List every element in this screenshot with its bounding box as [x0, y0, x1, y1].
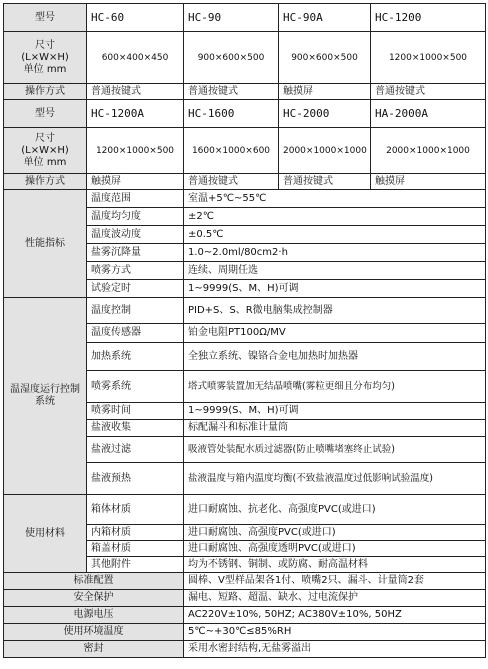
spec-value: 室温+5℃~55℃	[184, 190, 486, 208]
spec-value: 漏电、短路、超温、缺水、过电流保护	[184, 590, 486, 607]
spec-label: 盐液预热	[87, 463, 184, 495]
section-title-materials: 使用材料	[4, 495, 87, 573]
spec-value: 标配漏斗和标准计量筒	[184, 420, 486, 437]
spec-value: 均为不锈钢、铜制、或防腐、耐高温材料	[184, 557, 486, 573]
spec-label: 温度范围	[87, 190, 184, 208]
section-title-performance: 性能指标	[4, 190, 87, 298]
operation-row-2	[4, 174, 486, 190]
spec-label: 盐雾沉降量	[87, 244, 184, 262]
size-cell: 900×600×500	[184, 32, 279, 84]
model-cell: HC-90	[184, 4, 279, 32]
model-row-2	[4, 100, 486, 128]
spec-value: ±2℃	[184, 208, 486, 226]
operation-cell: 普通按键式	[279, 174, 371, 190]
size-label	[4, 32, 87, 84]
spec-value: 全独立系统、镍铬合金电加热时加热器	[184, 343, 486, 371]
operation-label: 操作方式	[4, 84, 87, 100]
misc-row	[4, 573, 486, 590]
size-label	[4, 128, 87, 174]
spec-label: 温度均匀度	[87, 208, 184, 226]
spec-label: 电源电压	[4, 607, 184, 624]
size-label-line: 尺寸	[35, 39, 55, 51]
spec-value: 进口耐腐蚀、高强度透明PVC(或进口)	[184, 541, 486, 557]
model-cell: HC-60	[87, 4, 184, 32]
spec-value: 1~9999(S、M、H)可调	[184, 403, 486, 420]
size-cell: 600×400×450	[87, 32, 184, 84]
spec-value: 1.0~2.0ml/80cm2·h	[184, 244, 486, 262]
spec-value: 进口耐腐蚀、抗老化、高强度PVC(或进口)	[184, 495, 486, 525]
spec-label: 盐液过滤	[87, 437, 184, 463]
size-cell: 900×600×500	[279, 32, 371, 84]
spec-value: 5℃~+30℃≤85%RH	[184, 624, 486, 641]
size-label-line: (L×W×H)	[21, 144, 69, 156]
size-label-line: (L×W×H)	[21, 51, 69, 63]
model-cell: HC-2000	[279, 100, 371, 128]
model-label: 型号	[4, 4, 87, 32]
spec-value: ±0.5℃	[184, 226, 486, 244]
operation-cell: 触摸屏	[371, 174, 486, 190]
operation-cell: 普通按键式	[87, 84, 184, 100]
spec-label: 标准配置	[4, 573, 184, 590]
spec-label: 使用环境温度	[4, 624, 184, 641]
size-label-line: 单位 mm	[23, 63, 67, 75]
spec-value: 圆棒、V型样品架各1付、喷嘴2只、漏斗、计量筒2套	[184, 573, 486, 590]
spec-label: 箱盖材质	[87, 541, 184, 557]
spec-label: 温度波动度	[87, 226, 184, 244]
model-row-1	[4, 4, 486, 32]
performance-row	[4, 190, 486, 208]
control-row	[4, 298, 486, 324]
model-label: 型号	[4, 100, 87, 128]
size-row-2	[4, 128, 486, 174]
size-cell: 2000×1000×1000	[279, 128, 371, 174]
operation-cell: 触摸屏	[279, 84, 371, 100]
spec-label: 内箱材质	[87, 525, 184, 541]
spec-label: 安全保护	[4, 590, 184, 607]
spec-value: 1~9999(S、M、H)可调	[184, 280, 486, 298]
spec-label: 喷雾系统	[87, 371, 184, 403]
model-cell: HA-2000A	[371, 100, 486, 128]
spec-value: 进口耐腐蚀、高强度PVC(或进口)	[184, 525, 486, 541]
size-cell: 1200×1000×500	[371, 32, 486, 84]
operation-cell: 普通按键式	[371, 84, 486, 100]
model-cell: HC-1200	[371, 4, 486, 32]
model-cell: HC-90A	[279, 4, 371, 32]
spec-value: AC220V±10%, 50HZ; AC380V±10%, 50HZ	[184, 607, 486, 624]
model-cell: HC-1600	[184, 100, 279, 128]
spec-label: 其他附件	[87, 557, 184, 573]
size-label-line: 单位 mm	[23, 156, 67, 168]
model-cell: HC-1200A	[87, 100, 184, 128]
materials-row	[4, 495, 486, 525]
operation-cell: 普通按键式	[184, 84, 279, 100]
spec-value: 采用水密封结构,无盐雾溢出	[184, 641, 486, 658]
operation-cell: 触摸屏	[87, 174, 184, 190]
spec-value: 吸液管处装配水质过滤器(防止喷嘴堵塞终止试验)	[184, 437, 486, 463]
operation-label: 操作方式	[4, 174, 87, 190]
spec-label: 温度传感器	[87, 324, 184, 343]
misc-row	[4, 590, 486, 607]
spec-table-frame	[3, 3, 485, 665]
spec-label: 箱体材质	[87, 495, 184, 525]
size-row-1	[4, 32, 486, 84]
spec-label: 密封	[4, 641, 184, 658]
spec-table	[3, 3, 486, 658]
spec-label: 喷雾方式	[87, 262, 184, 280]
section-title-control: 温湿度运行控制系统	[4, 298, 87, 495]
spec-value: 连续、周期任选	[184, 262, 486, 280]
misc-row	[4, 624, 486, 641]
spec-value: PID+S、S、R微电脑集成控制器	[184, 298, 486, 324]
spec-label: 加热系统	[87, 343, 184, 371]
size-cell: 1200×1000×500	[87, 128, 184, 174]
spec-value: 铂金电阻PT100Ω/MV	[184, 324, 486, 343]
spec-label: 喷雾时间	[87, 403, 184, 420]
spec-value: 盐液温度与箱内温度均衡(不致盐液温度过低影响试验温度)	[184, 463, 486, 495]
spec-label: 试验定时	[87, 280, 184, 298]
spec-label: 温度控制	[87, 298, 184, 324]
size-label-line: 尺寸	[35, 132, 55, 144]
operation-cell: 普通按键式	[184, 174, 279, 190]
operation-row-1	[4, 84, 486, 100]
size-cell: 2000×1000×1000	[371, 128, 486, 174]
spec-label: 盐液收集	[87, 420, 184, 437]
misc-row	[4, 641, 486, 658]
spec-value: 塔式喷雾装置加无结晶喷嘴(雾粒更细且分布均匀)	[184, 371, 486, 403]
misc-row	[4, 607, 486, 624]
size-cell: 1600×1000×600	[184, 128, 279, 174]
